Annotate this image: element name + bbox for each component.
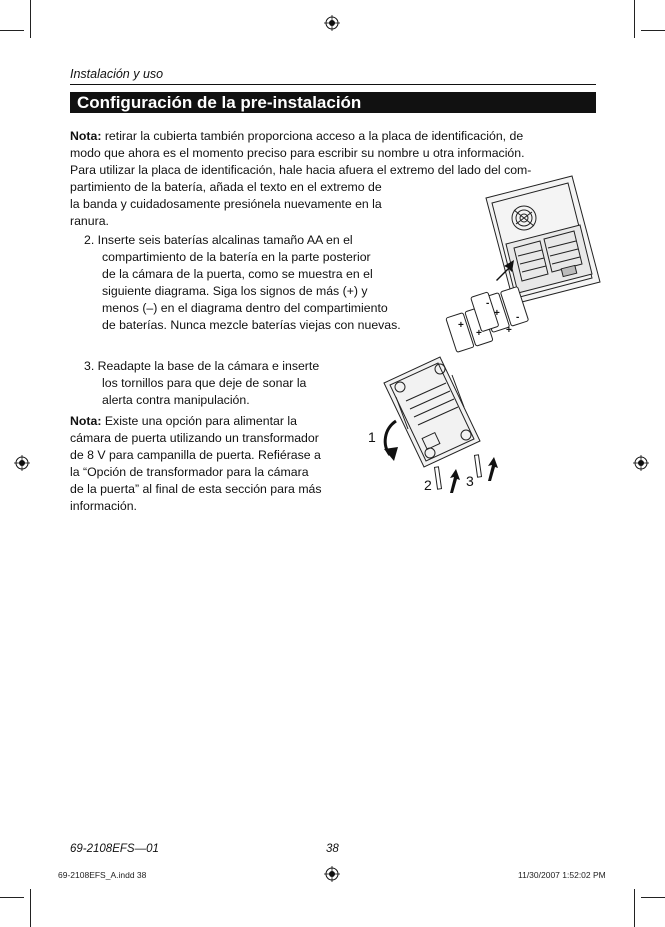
page-title: Configuración de la pre-instalación xyxy=(77,93,362,112)
note-text: la banda y cuidadosamente presiónela nuevamente en la xyxy=(70,197,382,211)
note-label: Nota: xyxy=(70,129,102,143)
battery-compartment-illustration xyxy=(434,170,604,355)
crop-mark xyxy=(0,30,24,31)
callout-1: 1 xyxy=(368,429,376,445)
section-label: Instalación y uso xyxy=(70,67,164,81)
note-text: de la puerta” al final de esta sección para más xyxy=(70,482,322,496)
crop-mark xyxy=(634,889,635,927)
callout-2: 2 xyxy=(424,477,432,493)
step-text: los tornillos para que deje de sonar la xyxy=(102,376,307,390)
base-screws-illustration xyxy=(362,345,512,505)
slug-file: 69-2108EFS_A.indd 38 xyxy=(58,870,147,880)
crop-mark xyxy=(30,0,31,38)
crop-mark xyxy=(641,897,665,898)
step-text: 3. Readapte la base de la cámara e inserte xyxy=(84,359,320,373)
svg-text:-: - xyxy=(516,312,520,323)
registration-mark-icon xyxy=(14,455,30,471)
registration-mark-icon xyxy=(324,15,340,31)
slug-timestamp: 11/30/2007 1:52:02 PM xyxy=(518,870,606,880)
header-rule xyxy=(70,84,596,85)
crop-mark xyxy=(0,897,24,898)
svg-text:-: - xyxy=(486,298,490,309)
note-text: de 8 V para campanilla de puerta. Refiérase a xyxy=(70,448,321,462)
note-text: partimiento de la batería, añada el texto en el extremo de xyxy=(70,180,382,194)
note-text: Existe una opción para alimentar la xyxy=(101,414,297,428)
step-text: compartimiento de la batería en la parte posterior xyxy=(102,250,371,264)
camera-base-drawing xyxy=(362,345,512,505)
crop-mark xyxy=(30,889,31,927)
step-text: menos (–) en el diagrama dentro del compartimiento xyxy=(102,301,388,315)
crop-mark xyxy=(634,0,635,38)
note-text: Para utilizar la placa de identificación, hale hacia afuera el extremo del lado del com- xyxy=(70,163,532,177)
svg-text:+: + xyxy=(476,328,482,339)
step-text: siguiente diagrama. Siga los signos de más (+) y xyxy=(102,284,368,298)
registration-mark-icon xyxy=(324,866,340,882)
note-text: retirar la cubierta también proporciona acceso a la placa de identificación, de xyxy=(101,129,524,143)
svg-text:+: + xyxy=(458,320,464,331)
svg-text:+: + xyxy=(494,308,500,319)
callout-3: 3 xyxy=(466,473,474,489)
step-text: alerta contra manipulación. xyxy=(102,393,250,407)
step-text: de la cámara de la puerta, como se muestra en el xyxy=(102,267,373,281)
note-text: cámara de puerta utilizando un transformador xyxy=(70,431,319,445)
note-text: ranura. xyxy=(70,214,109,228)
note-label: Nota: xyxy=(70,414,102,428)
note-text: información. xyxy=(70,499,137,513)
note-text: modo que ahora es el momento preciso para escribir su nombre u otra información. xyxy=(70,146,525,160)
step-text: 2. Inserte seis baterías alcalinas tamaño AA en el xyxy=(84,233,353,247)
step-text: de baterías. Nunca mezcle baterías viejas con nuevas. xyxy=(102,318,401,332)
note-text: la “Opción de transformador para la cámara xyxy=(70,465,309,479)
svg-text:+: + xyxy=(506,325,512,336)
page-number: 38 xyxy=(326,843,339,855)
crop-mark xyxy=(641,30,665,31)
registration-mark-icon xyxy=(633,455,649,471)
doc-code: 69-2108EFS—01 xyxy=(70,843,159,855)
